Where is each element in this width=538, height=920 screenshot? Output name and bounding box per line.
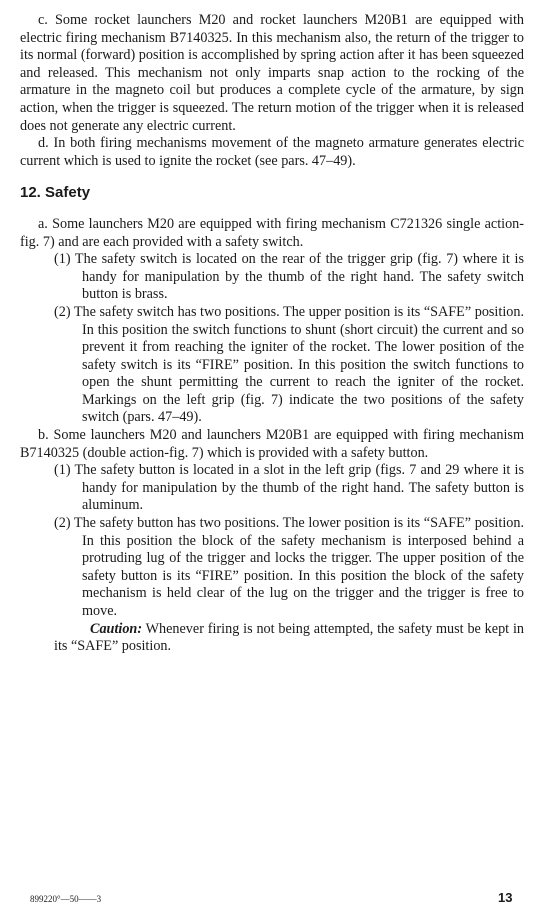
paragraph-a: a. Some launchers M20 are equipped with firing mechanism C721326 single action-fig. 7) and are each provided with a safety switch.	[20, 215, 524, 250]
caution-label: Caution:	[90, 620, 143, 637]
caution-text: Whenever firing is not being attempted, the safety must be kept in its “SAFE” position.	[54, 620, 524, 655]
paragraph-c: c. Some rocket launchers M20 and rocket launchers M20B1 are equipped with electric firing mechanism B7140325. In this mechanism also, the return of the trigger to its normal (forward) position is accomplished by spring action after it has been squeezed and released. This mechanism not only imparts snap action to the rocking of the armature in the magneto coil but produces a complete cycle of the armature, by sign action, when the trigger is squeezed. The return motion of the trigger when it is released does not generate any electric current.	[20, 12, 524, 134]
list-item-a1: (1) The safety switch is located on the rear of the trigger grip (fig. 7) where it is handy for manipulation by the thumb of the right hand. The safety switch button is brass.	[54, 251, 524, 303]
paragraph-b: b. Some launchers M20 and launchers M20B1 are equipped with firing mechanism B7140325 (double action-fig. 7) which is provided with a safety button.	[20, 427, 524, 461]
caution-note	[20, 621, 524, 656]
list-item-b1: (1) The safety button is located in a slot in the left grip (figs. 7 and 29 where it is handy for manipulation by the thumb of the right hand. The safety button is aluminum.	[54, 462, 524, 514]
list-item-a2: (2) The safety switch has two positions. The upper position is its “SAFE” position. In this position the switch functions to shunt (short circuit) the current and so prevent it from reaching the igniter of the rocket. The lower position of the safety switch is its “FIRE” position. In this position the switch functions to open the shunt permitting the current to reach the igniter of the rocket. Markings on the left grip (fig. 7) indicate the two positions of the safety switch (pars. 47–49).	[54, 303, 524, 426]
paragraph-d: d. In both firing mechanisms movement of the magneto armature generates electric current which is used to ignite the rocket (see pars. 47–49).	[20, 135, 524, 169]
document-page	[20, 12, 524, 656]
section-heading: 12. Safety	[20, 184, 91, 202]
list-item-b2: (2) The safety button has two positions. The lower position is its “SAFE” position. In this position the block of the safety mechanism is interposed behind a protruding lug of the trigger and locks the trigger. The upper position of the safety button is its “FIRE” position. In this position the block of the safety mechanism is held clear of the lug on the trigger and the trigger is free to move.	[54, 515, 524, 619]
page-number: 13	[498, 890, 513, 905]
footer-code: 899220°—50——3	[30, 894, 102, 904]
